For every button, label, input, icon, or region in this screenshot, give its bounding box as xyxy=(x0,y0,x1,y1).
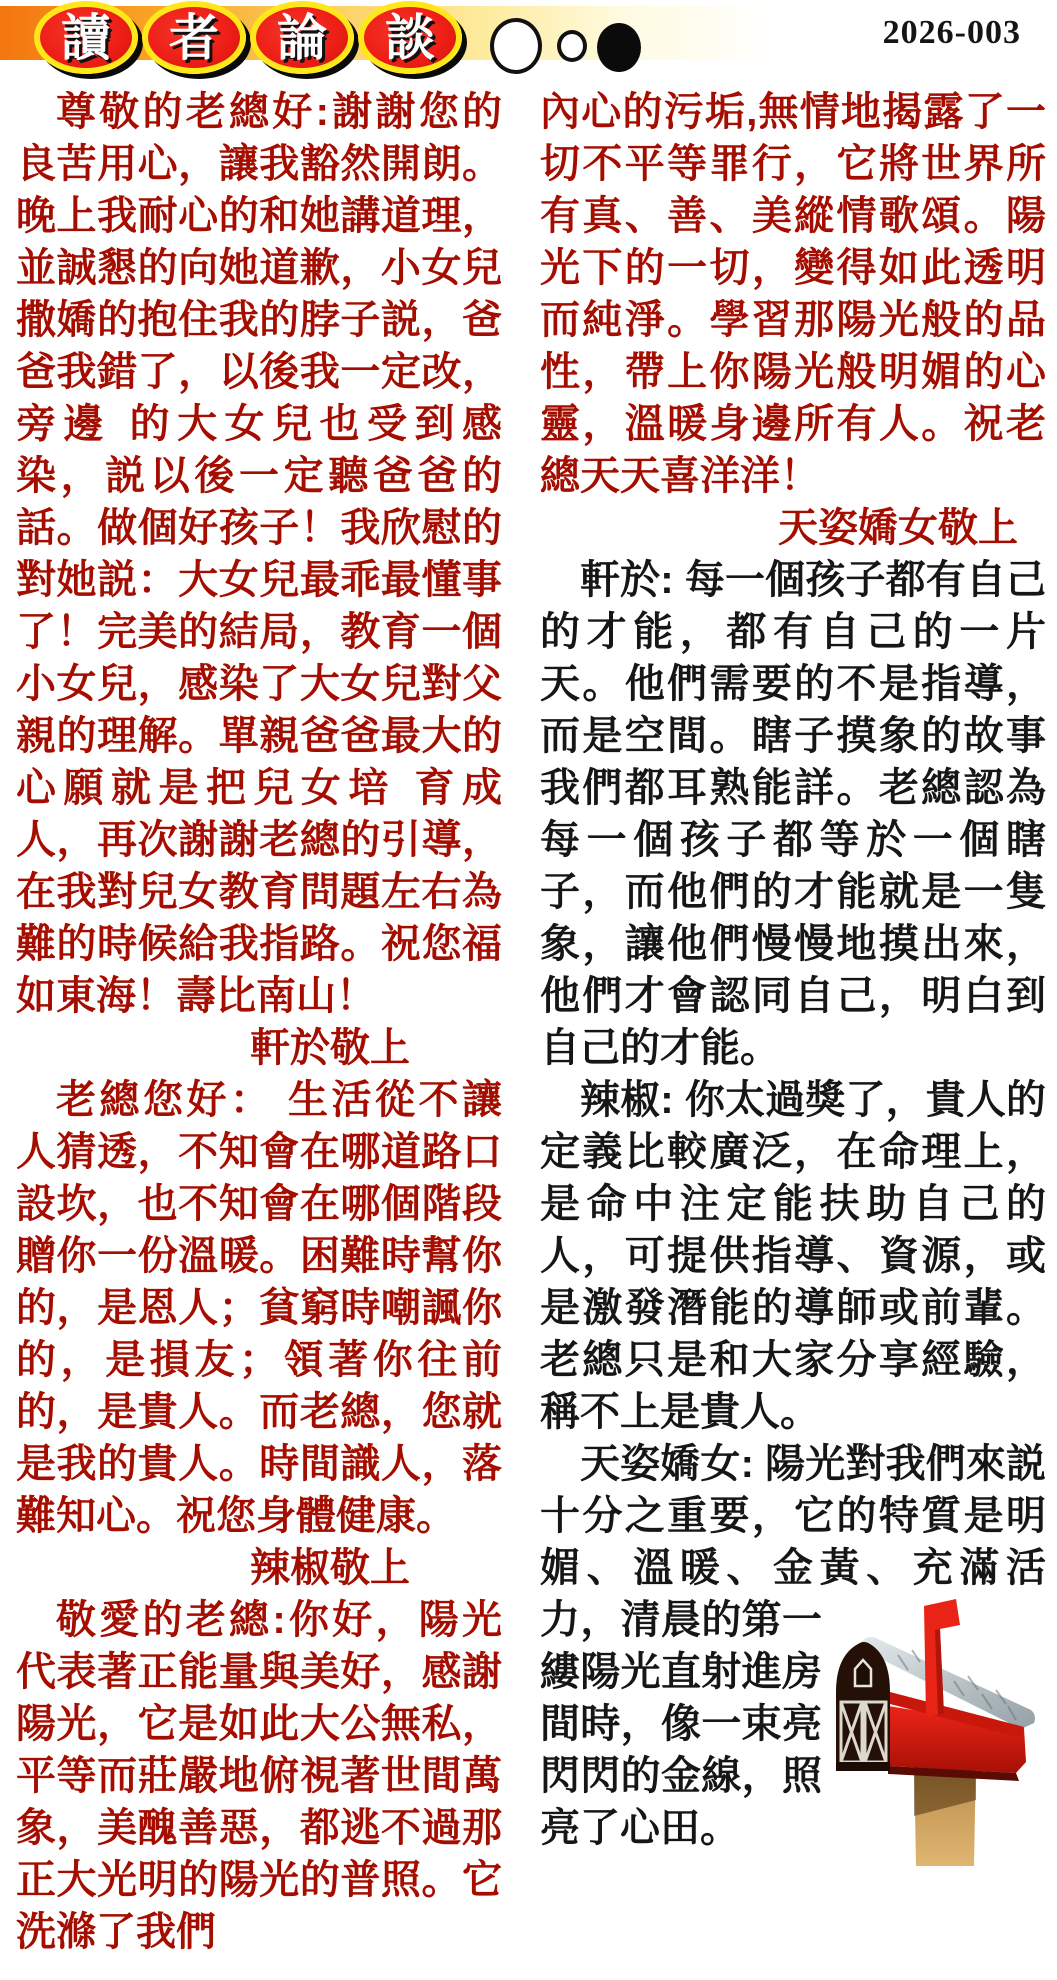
left-column xyxy=(16,86,502,1958)
logo-character: 論 xyxy=(277,9,327,66)
letter-signature: 天姿嬌女敬上 xyxy=(778,506,1018,550)
reply-paragraph xyxy=(540,1074,1046,1438)
circle-outline-large-icon xyxy=(490,18,542,74)
reply-paragraph xyxy=(540,1438,1046,1854)
letter-signature: 辣椒敬上 xyxy=(250,1546,410,1590)
mailbox-image xyxy=(828,1598,1046,1866)
reply-text-wrapped: 晨的第一縷陽光直射進房間時，像一束亮閃閃的金線，照亮了心田。 xyxy=(540,1598,822,1850)
reply-text: 陽光對我們來説十分之重要，它的特質是明媚、溫暖、金黃、充滿活力，清 xyxy=(540,1442,1047,1642)
reply-author: 天姿嬌女: xyxy=(580,1442,766,1486)
circle-outline-small-icon xyxy=(557,30,587,62)
letter-paragraph: 老總您好： 生活從不讓人猜透，不知會在哪道路口設坎，也不知會在哪個階段贈你一份溫暖。困難時幫你的，是恩人；貧窮時嘲諷你的，是損友；領著你往前的，是貴人。而老總，您就是我的貴人。時間識人，落難知心。祝您身體健康。 xyxy=(16,1078,502,1538)
reply-text: 每一個孩子都有自己的才能，都有自己的一片天。他們需要的不是指導，而是空間。瞎子摸象的故事我們都耳熟能詳。老總認為每一個孩子都等於一個瞎子，而他們的才能就是一隻象，讓他們慢慢地摸出來，他們才會認同自己，明白到自己的才能。 xyxy=(540,558,1047,1070)
letter-paragraph: 尊敬的老總好:謝謝您的良苦用心，讓我豁然開朗。晚上我耐心的和她講道理，並誠懇的向她道歉，小女兒撒嬌的抱住我的脖子説，爸爸我錯了，以後我一定改，旁邊 的大女兒也受到感染，説以後一定聽爸爸的話。做個好孩子！我欣慰的對她説：大女兒最乖最懂事了！完美的結局，教育一個小女兒，感染了大女兒對父親的理解。單親爸爸最大的心願就是把兒女培 育成人，再次謝謝老總的引導，在我對兒女教育問題左右為難的時候給我指路。祝您福如東海！壽比南山！ xyxy=(16,90,502,1018)
logo-character: 讀 xyxy=(61,9,111,66)
letter-paragraph-continued: 內心的污垢,無情地揭露了一切不平等罪行，它將世界所有真、善、美縱情歌頌。陽光下的一切，變得如此透明而純淨。學習那陽光般的品性，帶上你陽光般明媚的心靈，溫暖身邊所有人。祝老總天天喜洋洋！ xyxy=(540,90,1046,498)
logo-badge-icon xyxy=(142,1,246,74)
letter-signature: 軒於敬上 xyxy=(250,1026,410,1070)
logo-character: 者 xyxy=(169,9,219,66)
reply-text: 你太過獎了，貴人的定義比較廣泛，在命理上，是命中注定能扶助自己的人，可提供指導、資源，或是激發潛能的導師或前輩。老總只是和大家分享經驗，稱不上是貴人。 xyxy=(540,1078,1047,1434)
logo-badge-icon xyxy=(358,1,462,74)
reply-author: 辣椒: xyxy=(580,1078,685,1122)
letter-paragraph: 敬愛的老總:你好，陽光代表著正能量與美好，感謝陽光，它是如此大公無私，平等而莊嚴地俯視著世間萬象，美醜善惡，都逃不過那正大光明的陽光的普照。它洗滌了我們 xyxy=(16,1598,502,1954)
logo-character: 談 xyxy=(385,9,435,66)
reply-author: 軒於: xyxy=(580,558,685,602)
right-column xyxy=(540,86,1046,1866)
issue-number: 2026-003 xyxy=(882,14,1021,51)
circle-filled-icon xyxy=(597,23,641,72)
logo-badge-icon xyxy=(34,1,138,74)
logo-badge-icon xyxy=(250,1,354,74)
reply-paragraph xyxy=(540,554,1046,1074)
